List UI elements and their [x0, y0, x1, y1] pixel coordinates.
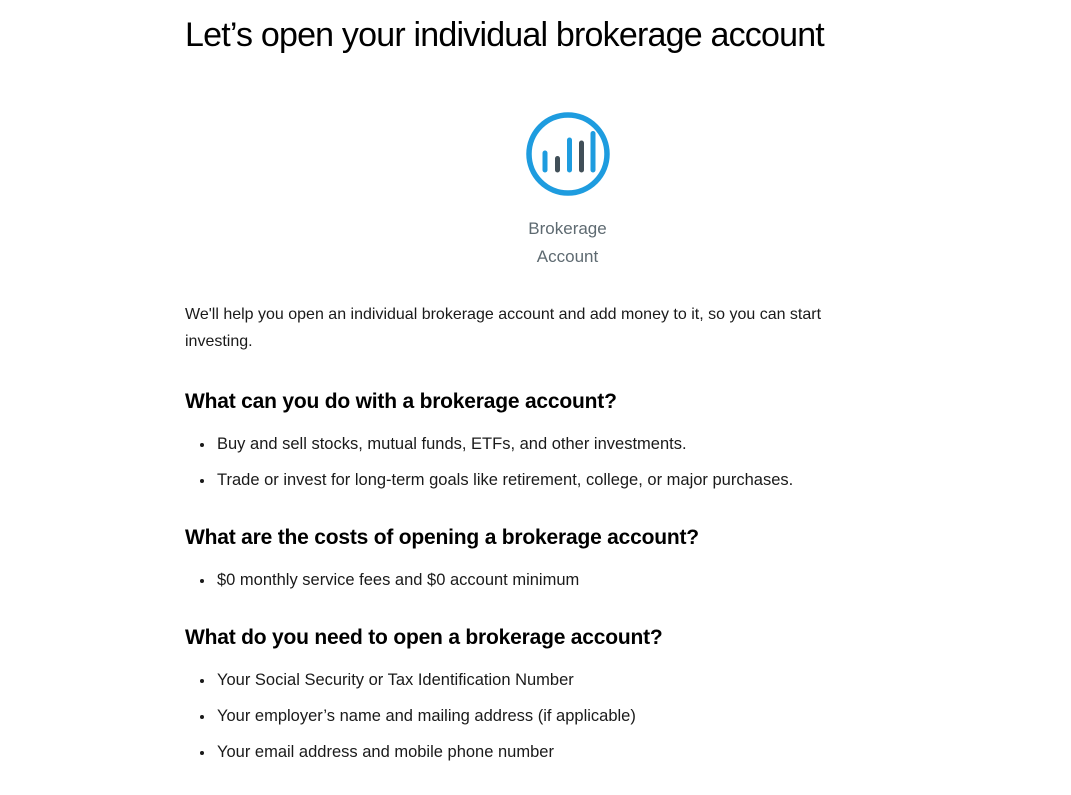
section-heading: What are the costs of opening a brokerage account?: [185, 526, 699, 549]
list-item: Your email address and mobile phone number: [185, 742, 950, 763]
account-type-label-line1: Brokerage: [528, 219, 607, 238]
section-what-you-need: [185, 627, 950, 763]
page-title: Let’s open your individual brokerage account: [185, 16, 824, 54]
brokerage-account-card: [185, 110, 950, 271]
list-item: Your employer’s name and mailing address (if applicable): [185, 706, 950, 727]
list-item: Buy and sell stocks, mutual funds, ETFs, and other investments.: [185, 434, 950, 455]
list-item: Trade or invest for long-term goals like retirement, college, or major purchases.: [185, 470, 950, 491]
bar-chart-icon: [524, 110, 612, 198]
section-heading: What do you need to open a brokerage account?: [185, 626, 663, 649]
section-what-can-you-do: [185, 391, 950, 491]
list-item: $0 monthly service fees and $0 account minimum: [185, 570, 950, 591]
section-heading: What can you do with a brokerage account?: [185, 390, 617, 413]
section-costs: [185, 527, 950, 591]
bullet-list: [185, 434, 950, 491]
bullet-list: [185, 570, 950, 591]
account-type-label-line2: Account: [536, 247, 599, 266]
account-type-label: [185, 215, 950, 271]
main-content: [185, 0, 950, 763]
bullet-list: [185, 670, 950, 763]
list-item: Your Social Security or Tax Identification Number: [185, 670, 950, 691]
intro-text: We'll help you open an individual brokerage account and add money to it, so you can start investing.: [185, 306, 822, 350]
